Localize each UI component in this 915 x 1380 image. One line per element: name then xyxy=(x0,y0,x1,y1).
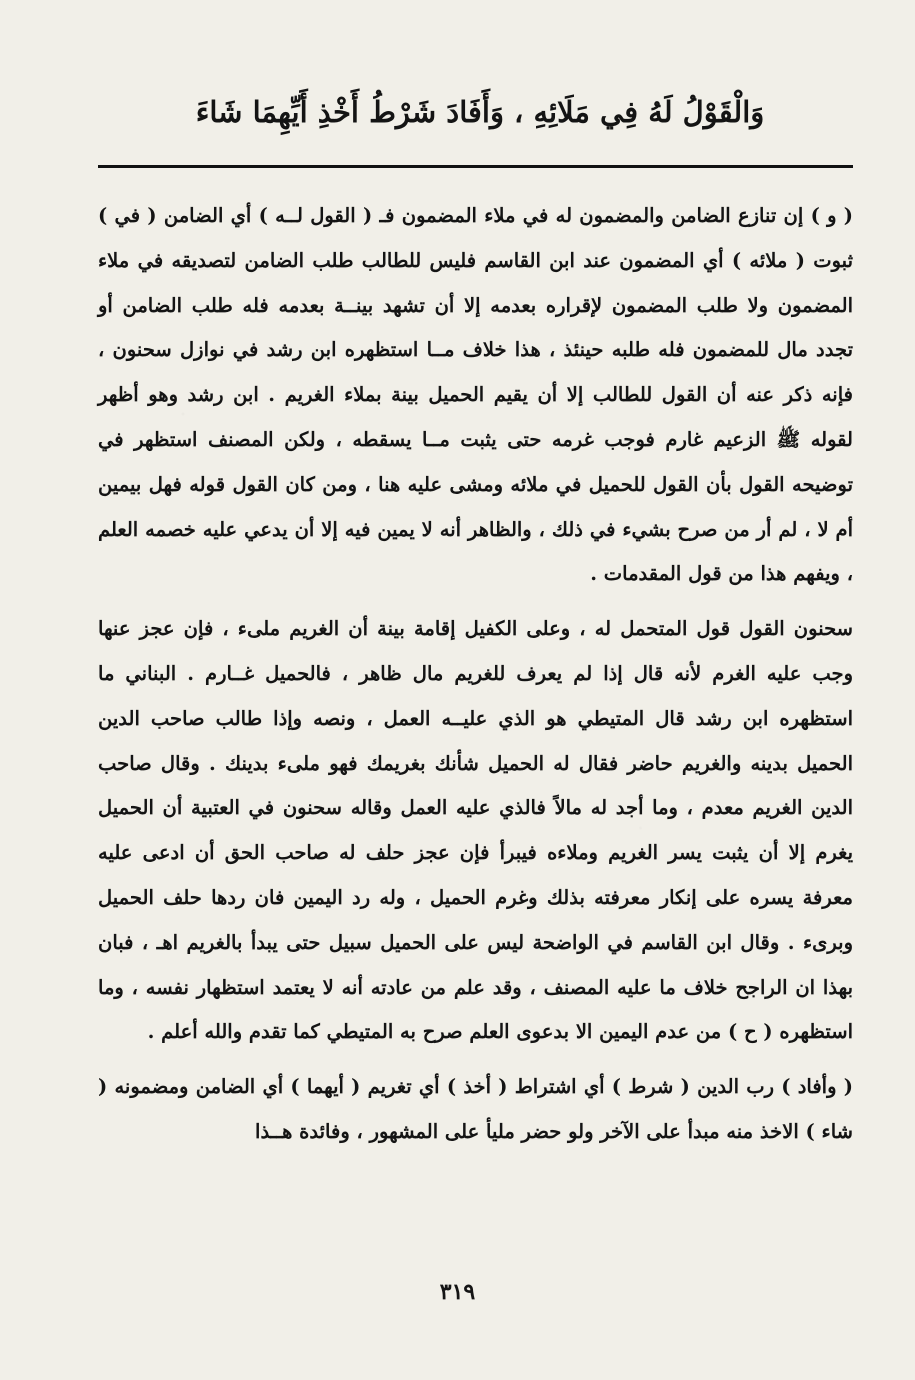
page-number: ٣١٩ xyxy=(439,1279,476,1305)
paragraph-1: ( و ) إن تنازع الضامن والمضمون له في ملاء المضمون فـ ( القول لــه ) أي الضامن ( في ) ثبوت ( ملائه ) أي المضمون عند ابن القاسم فليس للطالب طلب الضامن لتصديقه في ملاء المضمون ولا طلب المضمون لإقراره بعدمه إلا أن تشهد بينــة بعدمه فله طلب الضامن أو تجدد مال للمضمون فله طلبه حينئذ ، هذا خلاف مــا استظهره ابن رشد في نوازل سحنون ، فإنه ذكر عنه أن القول للطالب إلا أن يقيم الحميل بينة بملاء الغريم . ابن رشد وهو أظهر لقوله ﷺ الزعيم غارم فوجب غرمه حتى يثبت مــا يسقطه ، ولكن المصنف استظهر في توضيحه القول بأن القول للحميل في ملائه ومشى عليه هنا ، ومن كان القول قوله فهل بيمين أم لا ، لم أر من صرح بشيء في ذلك ، والظاهر أنه لا يمين فيه إلا أن يدعي عليه خصمه العلم ، ويفهم هذا من قول المقدمات . xyxy=(98,204,853,586)
paragraph-2: سحنون القول قول المتحمل له ، وعلى الكفيل إقامة بينة أن الغريم ملىء ، فإن عجز عنها وجب عليه الغرم لأنه قال إذا لم يعرف للغريم مال ظاهر ، فالحميل غــارم . البناني ما استظهره ابن رشد قال المتيطي هو الذي عليــه العمل ، ونصه وإذا طالب صاحب الدين الحميل بدينه والغريم حاضر فقال له الحميل شأنك بغريمك فهو ملىء بدينك . وقال صاحب الدين الغريم معدم ، وما أجد له مالاً فالذي عليه العمل وقاله سحنون في العتبية أن الحميل يغرم إلا أن يثبت يسر الغريم وملاءه فيبرأ فإن عجز حلف له صاحب الحق أن ادعى عليه معرفة يسره على إنكار معرفته بذلك وغرم الحميل ، وله رد اليمين فان ردها حلف الحميل وبرىء . وقال ابن القاسم في الواضحة ليس على الحميل سبيل حتى يبدأ بالغريم اهـ ، فبان بهذا ان الراجح خلاف ما عليه المصنف ، وقد علم من عادته أنه لا يعتمد استظهار نفسه ، وما استظهره ( ح ) من عدم اليمين الا بدعوى العلم صرح به المتيطي كما تقدم والله أعلم . xyxy=(98,617,853,1044)
commentary-body xyxy=(98,194,853,1155)
header-divider xyxy=(98,165,853,168)
matn-header-line: وَالْقَوْلُ لَهُ فِي مَلَائِهِ ، وَأَفَادَ شَرْطُ أَخْذِ أَيِّهِمَا شَاءَ xyxy=(195,95,765,129)
paragraph-3: ( وأفاد ) رب الدين ( شرط ) أي اشتراط ( أخذ ) أي تغريم ( أيهما ) أي الضامن ومضمونه ( شاء ) الاخذ منه مبدأ على الآخر ولو حضر مليأ على المشهور ، وفائدة هــذا xyxy=(98,1075,853,1143)
